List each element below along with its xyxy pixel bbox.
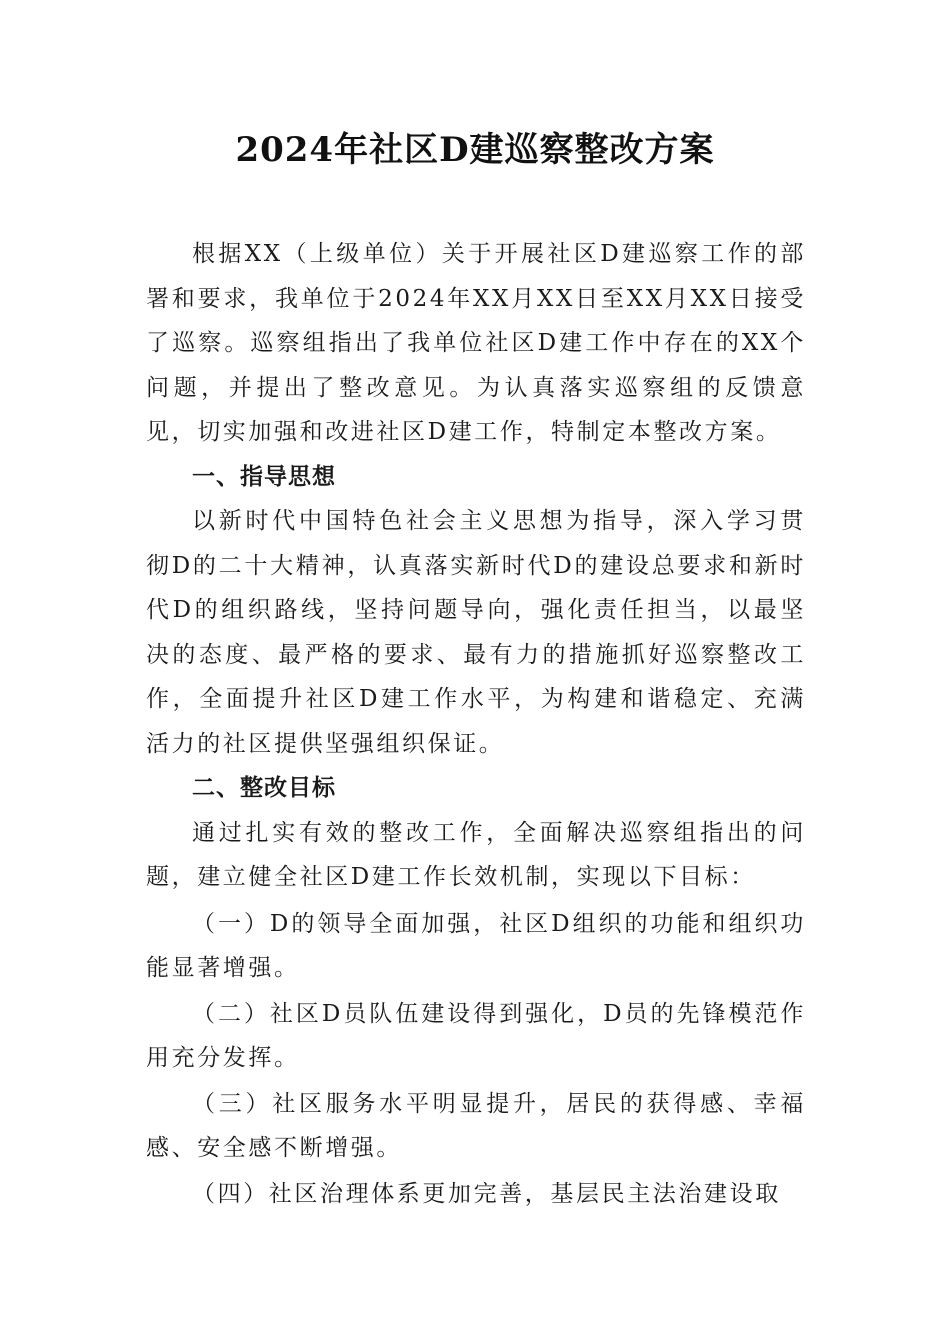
section-heading-rectification-goals: 二、整改目标 bbox=[192, 775, 336, 801]
goal-item-4: （四）社区治理体系更加完善，基层民主法治建设取 bbox=[192, 1180, 781, 1207]
document-body bbox=[146, 232, 806, 1216]
guiding-ideology-paragraph: 以新时代中国特色社会主义思想为指导，深入学习贯彻D的二十大精神，认真落实新时代D的建设总要求和新时代D的组织路线，坚持问题导向，强化责任担当，以最坚决的态度、最严格的要求、最有力的措施抓好巡察整改工作，全面提升社区D建工作水平，为构建和谐稳定、充满活力的社区提供坚强组织保证。 bbox=[146, 508, 806, 757]
goal-item-3: （三）社区服务水平明显提升，居民的获得感、幸福感、安全感不断增强。 bbox=[146, 1090, 806, 1161]
intro-paragraph: 根据XX（上级单位）关于开展社区D建巡察工作的部署和要求，我单位于2024年XX月XX日至XX月XX日接受了巡察。巡察组指出了我单位社区D建工作中存在的XX个问题，并提出了整改意见。为认真落实巡察组的反馈意见，切实加强和改进社区D建工作，特制定本整改方案。 bbox=[146, 241, 806, 445]
section-heading-guiding-ideology: 一、指导思想 bbox=[192, 463, 336, 490]
document-title: 2024年社区D建巡察整改方案 bbox=[235, 130, 715, 170]
rectification-goals-paragraph: 通过扎实有效的整改工作，全面解决巡察组指出的问题，建立健全社区D建工作长效机制，实现以下目标： bbox=[146, 819, 806, 890]
goal-item-2: （二）社区D员队伍建设得到强化，D员的先锋模范作用充分发挥。 bbox=[146, 1000, 806, 1071]
goal-item-1: （一）D的领导全面加强，社区D组织的功能和组织功能显著增强。 bbox=[146, 910, 806, 981]
